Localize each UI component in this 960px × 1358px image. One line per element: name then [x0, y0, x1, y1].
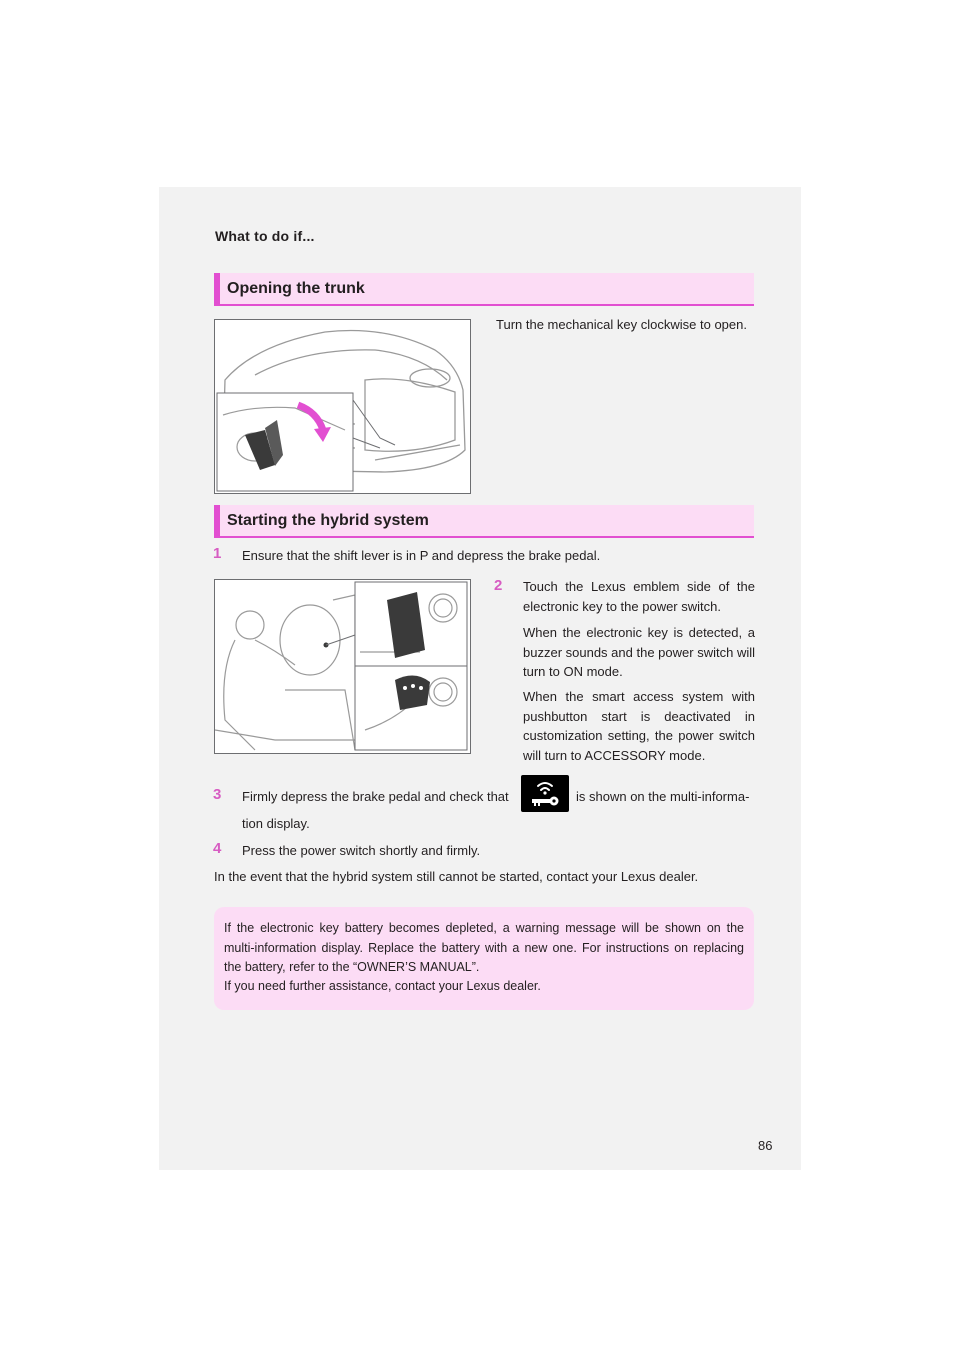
step-2-note-1: When the electronic key is detected, a buzzer sounds and the power switch will turn to ON mode. [523, 625, 755, 679]
step-number: 4 [213, 840, 222, 857]
step-1-text: Ensure that the shift lever is in P and depress the brake pedal. [242, 548, 601, 563]
car-trunk-key-illustration [214, 319, 471, 494]
page-number: 86 [758, 1138, 773, 1153]
step-2-note-2: When the smart access system with pushbutton start is deactivated in customization setting, the power switch will turn to ACCESSORY mode. [523, 689, 755, 763]
step-3-text: Firmly depress the brake pedal and check that [242, 789, 509, 804]
car-trunk-icon [215, 320, 470, 493]
step-3-text-after: is shown on the multi-informa- [576, 789, 750, 804]
key-wave-indicator-icon [521, 775, 569, 812]
power-switch-key-illustration [214, 579, 471, 754]
step-2-text: Touch the Lexus emblem side of the electronic key to the power switch. [523, 579, 755, 614]
step-number: 1 [213, 545, 222, 562]
page-header: What to do if... [215, 228, 315, 244]
trunk-instruction: Turn the mechanical key clockwise to open. [496, 317, 747, 332]
section-title: Opening the trunk [227, 280, 365, 297]
closing-text: In the event that the hybrid system still cannot be started, contact your Lexus dealer. [214, 869, 699, 884]
step-4-text: Press the power switch shortly and firmly. [242, 843, 481, 858]
note-text: If the electronic key battery becomes depleted, a warning message will be shown on the multi-information display. Replace the battery with a new one. For instructions on replacing the battery, refer to the “OWNER’S MANUAL”. [224, 921, 744, 974]
note-help: If you need further assistance, contact your Lexus dealer. [224, 979, 541, 993]
cabin-icon [215, 580, 470, 753]
step-number: 2 [494, 577, 503, 594]
section-title: Starting the hybrid system [227, 512, 429, 529]
step-number: 3 [213, 786, 222, 803]
section-heading-trunk [214, 273, 754, 306]
section-heading-hybrid [214, 505, 754, 538]
info-note [214, 907, 754, 1010]
step-3-text-cont: tion display. [242, 816, 310, 831]
